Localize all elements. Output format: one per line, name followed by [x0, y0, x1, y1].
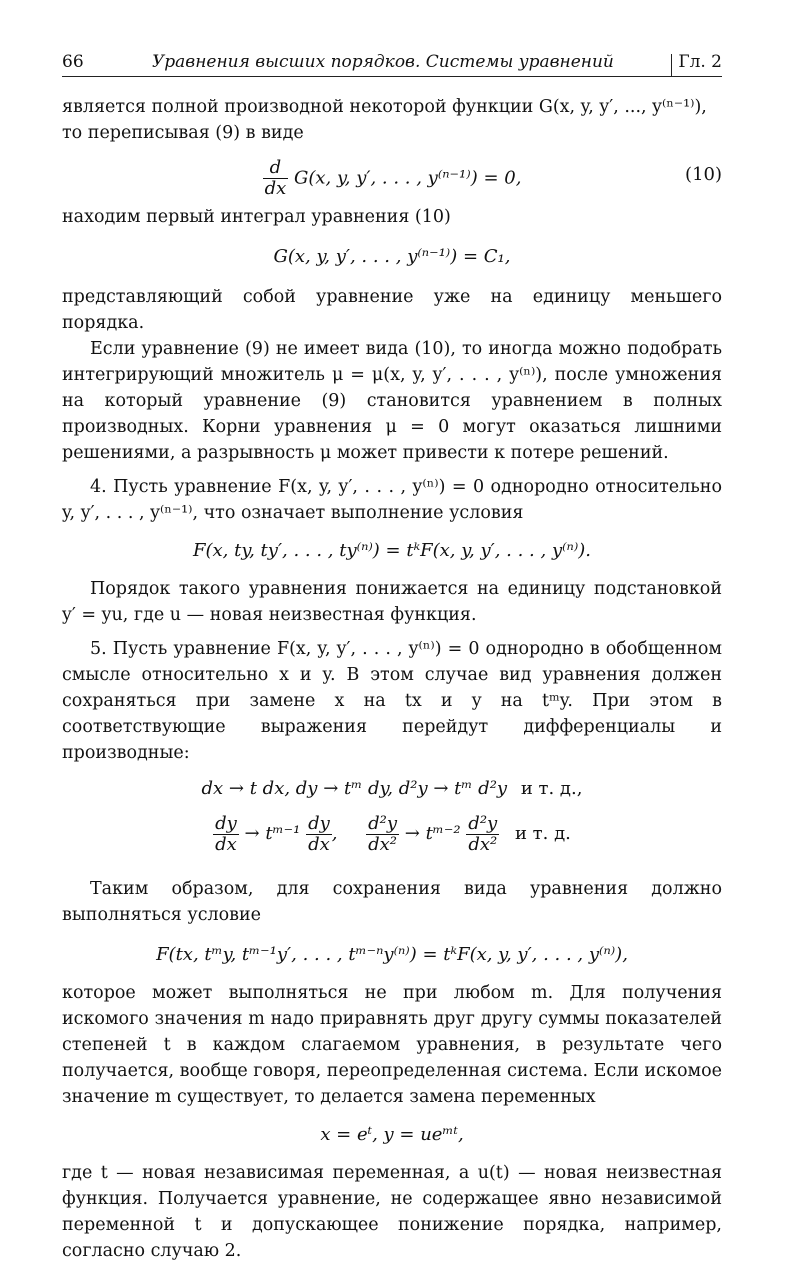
equation-text: G(x, y, y′, . . . , y⁽ⁿ⁻¹⁾) = 0, [293, 167, 522, 189]
paragraph: Если уравнение (9) не имеет вида (10), то иногда можно подобрать интегрирующий множитель μ = μ(x, y, y′, . . . , y⁽ⁿ⁾), после умножения на который уравнение (9) становится уравнением в полных производных. Корни уравнения μ = 0 могут оказаться лишними решениями, а разрывность μ может привести к потере решений. [62, 339, 722, 463]
derivative-fraction: $\frac{dy}{dx}$ [215, 812, 237, 855]
equation-number: (10) [685, 164, 722, 185]
paragraph: Порядок такого уравнения понижается на единицу подстановкой y′ = yu, где u — новая неизвестная функция. [62, 579, 722, 625]
derivative-fraction: $\frac{\text{d²y}}{\text{dx²}}$ [468, 812, 498, 855]
paragraph: представляющий собой уравнение уже на единицу меньшего порядка. [62, 287, 722, 333]
paragraph: 4. Пусть уравнение F(x, y, y′, . . . , y⁽ⁿ⁾) = 0 однородно относительно y, y′, . . . , y⁽ⁿ⁻¹⁾, что означает выполнение условия [62, 477, 722, 523]
paragraph: находим первый интеграл уравнения (10) [62, 207, 451, 227]
differentials-equation [62, 776, 722, 802]
derivatives-equation: $\frac{dy}{dx}$ → tᵐ⁻¹ $\frac{dy}{dx}$ , $\frac{\text{d²y}}{\text{dx²}}$ → tᵐ⁻² $\frac{\text{d²y}}{\text{dx²}}$ и т. д. [215, 812, 571, 855]
equation-10 [62, 157, 722, 199]
general-homogeneity-equation: F(tx, tᵐy, tᵐ⁻¹y′, . . . , tᵐ⁻ⁿy⁽ⁿ⁾) = tᵏF(x, y, y′, . . . , y⁽ⁿ⁾), [156, 944, 628, 965]
equation-etc: и т. д., [520, 778, 583, 799]
fraction-numerator: d [263, 158, 289, 179]
equation-text: dx → t dx, dy → tᵐ dy, d²y → tᵐ d²y [201, 778, 508, 799]
fraction-denominator: dx [264, 178, 287, 199]
header-bracket [671, 54, 672, 76]
arrow-term: → tᵐ⁻² [404, 823, 461, 844]
homogeneity-equation: F(x, ty, ty′, . . . , ty⁽ⁿ⁾) = tᵏF(x, y, y′, . . . , y⁽ⁿ⁾). [192, 540, 591, 561]
paragraph: то переписывая (9) в виде [62, 123, 304, 143]
page-number: 66 [62, 52, 84, 72]
book-page [62, 52, 722, 1264]
chapter-label: Гл. 2 [678, 52, 722, 72]
running-title: Уравнения высших порядков. Системы уравнений [152, 52, 614, 72]
paragraph: где t — новая независимая переменная, а u(t) — новая неизвестная функция. Получается уравнение, не содержащее явно независимой переменной t и допускающее понижение порядка, например, согласно случаю 2. [62, 1163, 722, 1261]
substitution-equation: x = eᵗ, y = ueᵐᵗ, [320, 1124, 464, 1145]
paragraph: 5. Пусть уравнение F(x, y, y′, . . . , y⁽ⁿ⁾) = 0 однородно в обобщенном смысле относительно x и y. В этом случае вид уравнения должен сохраняться при замене x на tx и y на tᵐy. При этом в соответствующие выражения перейдут дифференциалы и производные: [62, 639, 722, 763]
arrow-term: → tᵐ⁻¹ [244, 823, 301, 844]
derivative-fraction: $\frac{\text{d²y}}{\text{dx²}}$ [368, 812, 398, 855]
running-header [62, 52, 722, 78]
paragraph: является полной производной некоторой функции G(x, y, y′, ..., y⁽ⁿ⁻¹⁾), [62, 97, 707, 117]
paragraph: Таким образом, для сохранения вида уравнения должно выполняться условие [62, 879, 722, 925]
header-rule [62, 76, 722, 77]
derivative-fraction: $\frac{dy}{dx}$ [308, 812, 330, 855]
paragraph: которое может выполняться не при любом m. Для получения искомого значения m надо приравнять друг другу суммы показателей степеней t в каждом слагаемом уравнения, в результате чего получается, вообще говоря, переопределенная система. Если искомое значение m существует, то делается замена переменных [62, 983, 722, 1107]
first-integral-equation: G(x, y, y′, . . . , y⁽ⁿ⁻¹⁾) = C₁, [273, 246, 511, 267]
equation-etc: и т. д. [514, 823, 571, 844]
derivative-fraction [263, 158, 289, 199]
